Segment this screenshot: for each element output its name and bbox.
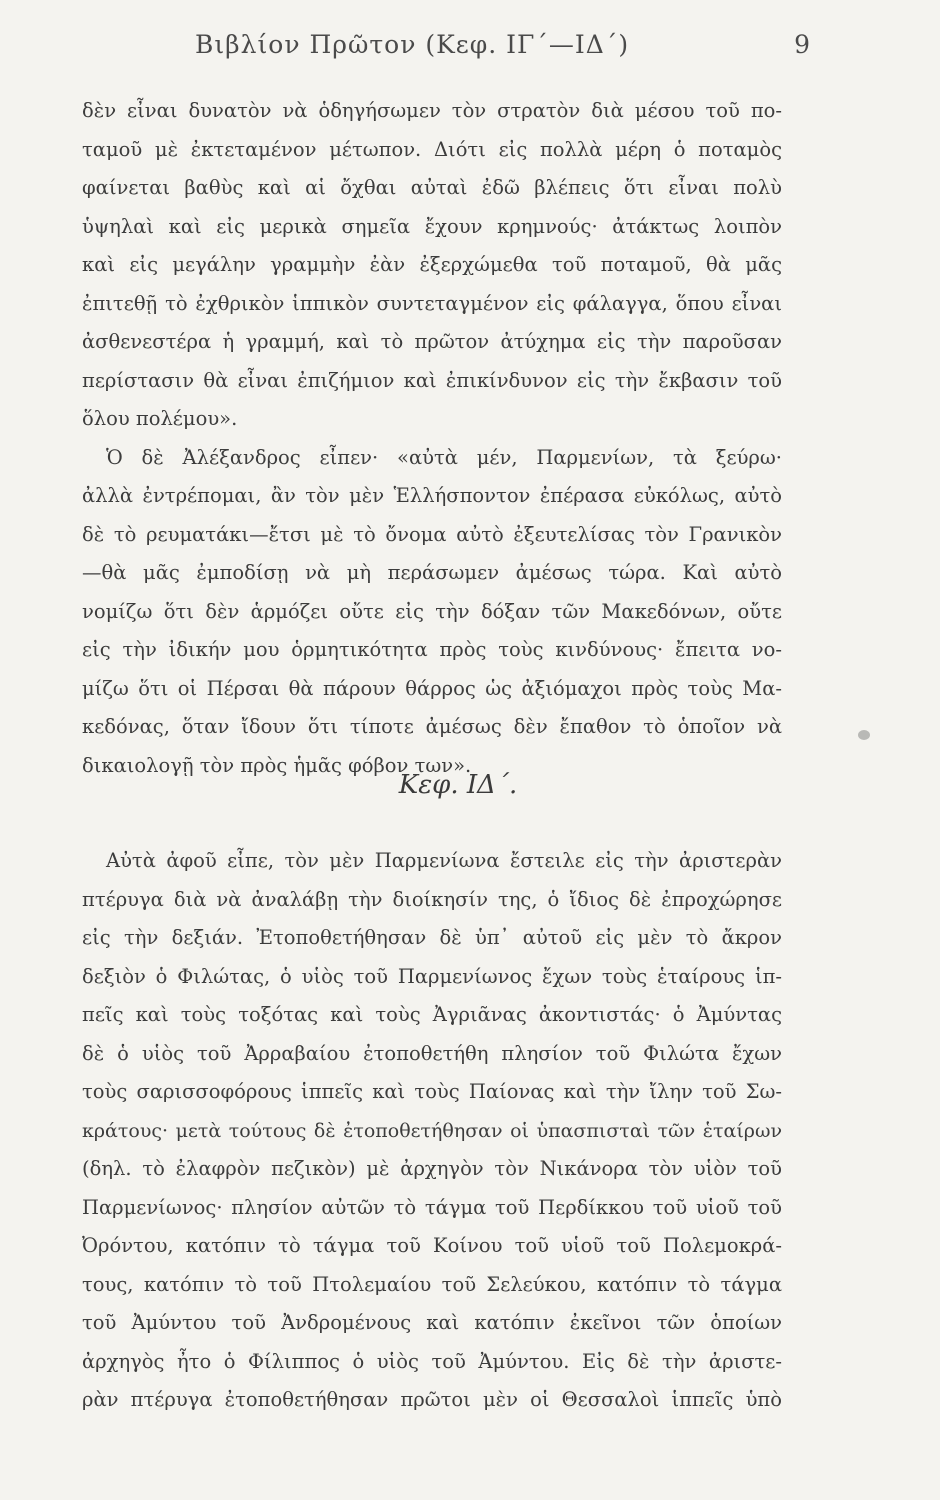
text-line: ὑψηλαὶ καὶ εἰς μερικὰ σημεῖα ἔχουν κρημνούς· ἀτάκτως λοιπὸν: [82, 214, 782, 238]
running-title: Βιβλίον Πρῶτον (Κεφ. ΙΓ΄—ΙΔ΄): [195, 30, 630, 59]
text-line: περίστασιν θὰ εἶναι ἐπιζήμιον καὶ ἐπικίνδυνον εἰς τὴν ἔκβασιν τοῦ: [82, 368, 782, 392]
text-line: Παρμενίωνος· πλησίον αὐτῶν τὸ τάγμα τοῦ Περδίκκου τοῦ υἱοῦ τοῦ: [82, 1195, 782, 1219]
chapter-heading: [0, 770, 940, 800]
text-line: εἰς τὴν ἰδικήν μου ὁρμητικότητα πρὸς τοὺς κινδύνους· ἔπειτα νο-: [82, 638, 782, 661]
text-line: ρὰν πτέρυγα ἐτοποθετήθησαν πρῶτοι μὲν οἱ Θεσσαλοὶ ἱππεῖς ὑπὸ: [82, 1388, 782, 1411]
text-line: ὅλου πολέμου».: [82, 407, 238, 430]
paragraph-block-a: [82, 92, 782, 785]
text-line: κράτους· μετὰ τούτους δὲ ἐτοποθετήθησαν οἱ ὑπασπισταὶ τῶν ἑταίρων: [82, 1119, 782, 1142]
text-line: ἀρχηγὸς ἦτο ὁ Φίλιππος ὁ υἱὸς τοῦ Ἀμύντου. Εἰς δὲ τὴν ἀριστε-: [82, 1349, 782, 1373]
text-line: Ὀρόντου, κατόπιν τὸ τάγμα τοῦ Κοίνου τοῦ υἱοῦ τοῦ Πολεμοκρά-: [82, 1234, 782, 1257]
text-line: —θὰ μᾶς ἐμποδίσῃ νὰ μὴ περάσωμεν ἀμέσως τώρα. Καὶ αὐτὸ: [82, 561, 782, 584]
page-number: 9: [794, 30, 810, 59]
text-line: δὲ ὁ υἱὸς τοῦ Ἀρραβαίου ἐτοποθετήθη πλησίον τοῦ Φιλώτα ἔχων: [82, 1041, 782, 1065]
text-line: εἰς τὴν δεξιάν. Ἐτοποθετήθησαν δὲ ὑπ᾿ αὐτοῦ εἰς μὲν τὸ ἄκρον: [82, 926, 782, 949]
paragraph-block-b: [82, 842, 782, 1420]
text-line: Αὐτὰ ἀφοῦ εἶπε, τὸν μὲν Παρμενίωνα ἔστειλε εἰς τὴν ἀριστερὰν: [106, 849, 782, 872]
text-line: τοῦ Ἀμύντου τοῦ Ἀνδρομένους καὶ κατόπιν ἐκεῖνοι τῶν ὁποίων: [82, 1311, 782, 1334]
text-line: ἐπιτεθῇ τὸ ἐχθρικὸν ἱππικὸν συντεταγμένον εἰς φάλαγγα, ὅπου εἶναι: [82, 291, 782, 315]
text-line: τοὺς σαρισσοφόρους ἱππεῖς καὶ τοὺς Παίονας καὶ τὴν ἴλην τοῦ Σω-: [82, 1080, 782, 1103]
ink-smudge: [858, 730, 870, 740]
text-line: φαίνεται βαθὺς καὶ αἱ ὄχθαι αὐταὶ ἐδῶ βλέπεις ὅτι εἶναι πολὺ: [82, 176, 782, 199]
text-line: δὲν εἶναι δυνατὸν νὰ ὁδηγήσωμεν τὸν στρατὸν διὰ μέσου τοῦ πο-: [82, 99, 782, 122]
text-line: πτέρυγα διὰ νὰ ἀναλάβῃ τὴν διοίκησίν της, ὁ ἴδιος δὲ ἐπροχώρησε: [82, 887, 782, 911]
text-line: δικαιολογῇ τὸν πρὸς ἡμᾶς φόβον των».: [82, 753, 472, 777]
text-line: ἀλλὰ ἐντρέπομαι, ἂν τὸν μὲν Ἑλλήσποντον ἐπέρασα εὐκόλως, αὐτὸ: [82, 484, 782, 507]
text-line: δὲ τὸ ρευματάκι—ἔτσι μὲ τὸ ὄνομα αὐτὸ ἐξευτελίσας τὸν Γρανικὸν: [82, 522, 782, 546]
chapter-heading-text: Κεφ. ΙΔ΄.: [398, 770, 518, 800]
text-line: ταμοῦ μὲ ἐκτεταμένον μέτωπον. Διότι εἰς πολλὰ μέρη ὁ ποταμὸς: [82, 137, 782, 161]
text-line: μίζω ὅτι οἱ Πέρσαι θὰ πάρουν θάρρος ὡς ἀξιόμαχοι πρὸς τοὺς Μα-: [82, 676, 782, 700]
text-line: δεξιὸν ὁ Φιλώτας, ὁ υἱὸς τοῦ Παρμενίωνος ἔχων τοὺς ἑταίρους ἱπ-: [82, 964, 782, 988]
text-line: κεδόνας, ὅταν ἴδουν ὅτι τίποτε ἀμέσως δὲν ἔπαθον τὸ ὁποῖον νὰ: [82, 715, 782, 738]
text-line: Ὁ δὲ Ἀλέξανδρος εἶπεν· «αὐτὰ μέν, Παρμενίων, τὰ ξεύρω·: [106, 445, 782, 469]
running-head: [0, 30, 940, 70]
text-line: καὶ εἰς μεγάλην γραμμὴν ἐὰν ἐξερχώμεθα τοῦ ποταμοῦ, θὰ μᾶς: [82, 253, 782, 276]
text-line: τους, κατόπιν τὸ τοῦ Πτολεμαίου τοῦ Σελεύκου, κατόπιν τὸ τάγμα: [82, 1272, 782, 1296]
text-line: ἀσθενεστέρα ἡ γραμμή, καὶ τὸ πρῶτον ἀτύχημα εἰς τὴν παροῦσαν: [82, 330, 782, 353]
text-line: (δηλ. τὸ ἐλαφρὸν πεζικὸν) μὲ ἀρχηγὸν τὸν Νικάνορα τὸν υἱὸν τοῦ: [82, 1157, 782, 1180]
text-line: πεῖς καὶ τοὺς τοξότας καὶ τοὺς Ἀγριᾶνας ἀκοντιστάς· ὁ Ἀμύντας: [82, 1003, 782, 1026]
text-line: νομίζω ὅτι δὲν ἁρμόζει οὔτε εἰς τὴν δόξαν τῶν Μακεδόνων, οὔτε: [82, 599, 782, 623]
